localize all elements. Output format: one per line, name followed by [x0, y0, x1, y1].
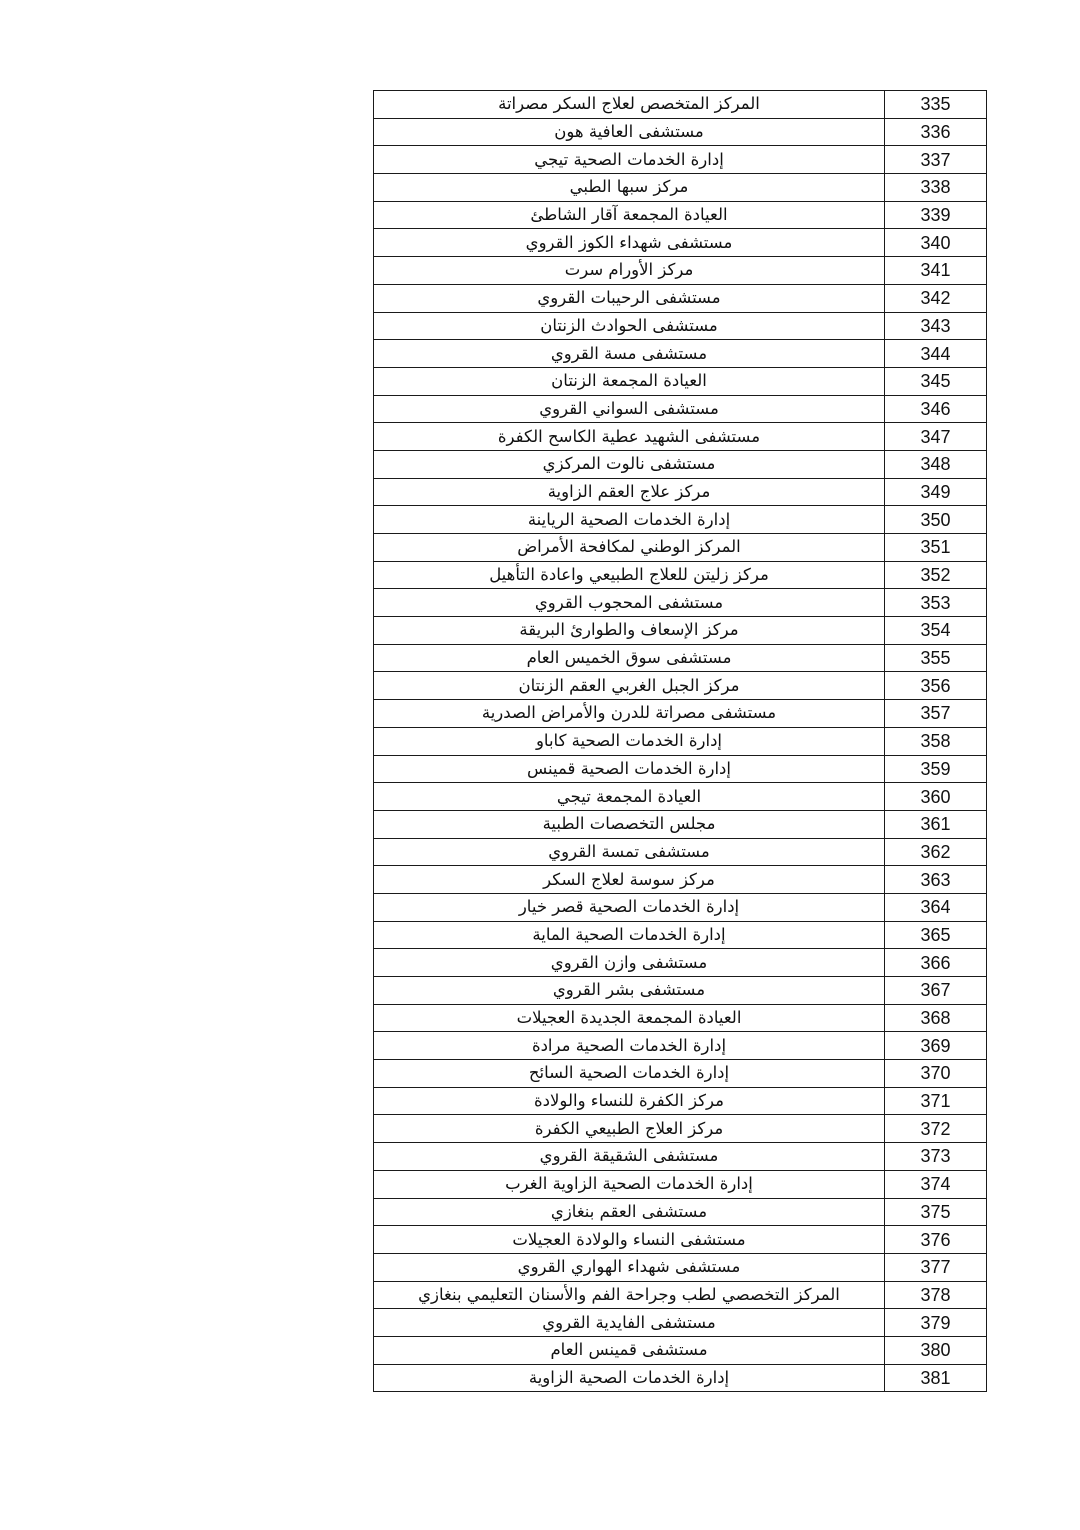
row-number-cell: 338 — [885, 174, 987, 202]
facility-name-cell: مستشفى شهداء الهواري القروي — [374, 1253, 885, 1281]
table-row — [374, 893, 987, 921]
row-number-cell: 345 — [885, 367, 987, 395]
table-row — [374, 1253, 987, 1281]
facilities-table-body — [374, 91, 987, 1392]
facility-name-cell: مستشفى العافية هون — [374, 118, 885, 146]
row-number-cell: 369 — [885, 1032, 987, 1060]
row-number-cell: 360 — [885, 783, 987, 811]
row-number-cell: 359 — [885, 755, 987, 783]
facility-name-cell: إدارة الخدمات الصحية الزاوية الغرب — [374, 1170, 885, 1198]
row-number-cell: 340 — [885, 229, 987, 257]
table-row — [374, 312, 987, 340]
facility-name-cell: مستشفى الرحيبات القروي — [374, 284, 885, 312]
table-row — [374, 1170, 987, 1198]
table-row — [374, 284, 987, 312]
row-number-cell: 353 — [885, 589, 987, 617]
facility-name-cell: مستشفى السواني القروي — [374, 395, 885, 423]
row-number-cell: 351 — [885, 534, 987, 562]
facility-name-cell: مركز العلاج الطبيعي الكفرة — [374, 1115, 885, 1143]
table-row — [374, 838, 987, 866]
facility-name-cell: إدارة الخدمات الصحية قصر خيار — [374, 893, 885, 921]
facility-name-cell: مركز الأورام سرت — [374, 257, 885, 285]
facility-name-cell: مجلس التخصصات الطبية — [374, 810, 885, 838]
facility-name-cell: مستشفى الشقيقة القروي — [374, 1143, 885, 1171]
table-row — [374, 1309, 987, 1337]
table-row — [374, 340, 987, 368]
facility-name-cell: العيادة المجمعة آقار الشاطئ — [374, 201, 885, 229]
facility-name-cell: مركز الكفرة للنساء والولادة — [374, 1087, 885, 1115]
table-row — [374, 1087, 987, 1115]
table-row — [374, 949, 987, 977]
row-number-cell: 337 — [885, 146, 987, 174]
row-number-cell: 344 — [885, 340, 987, 368]
table-row — [374, 921, 987, 949]
row-number-cell: 342 — [885, 284, 987, 312]
facility-name-cell: مركز زليتن للعلاج الطبيعي واعادة التأهيل — [374, 561, 885, 589]
row-number-cell: 368 — [885, 1004, 987, 1032]
table-row — [374, 174, 987, 202]
row-number-cell: 341 — [885, 257, 987, 285]
row-number-cell: 356 — [885, 672, 987, 700]
table-row — [374, 1336, 987, 1364]
facility-name-cell: مستشفى المحجوب القروي — [374, 589, 885, 617]
row-number-cell: 381 — [885, 1364, 987, 1392]
facility-name-cell: مستشفى وازن القروي — [374, 949, 885, 977]
facility-name-cell: مركز سبها الطبي — [374, 174, 885, 202]
row-number-cell: 374 — [885, 1170, 987, 1198]
row-number-cell: 376 — [885, 1226, 987, 1254]
facility-name-cell: المركز التخصصي لطب وجراحة الفم والأسنان التعليمي بنغازي — [374, 1281, 885, 1309]
row-number-cell: 378 — [885, 1281, 987, 1309]
facility-name-cell: مستشفى تمسة القروي — [374, 838, 885, 866]
facility-name-cell: إدارة الخدمات الصحية الزاوية — [374, 1364, 885, 1392]
row-number-cell: 358 — [885, 727, 987, 755]
row-number-cell: 354 — [885, 617, 987, 645]
facility-name-cell: مركز الجبل الغربي العقم الزنتان — [374, 672, 885, 700]
row-number-cell: 362 — [885, 838, 987, 866]
table-row — [374, 1364, 987, 1392]
facility-name-cell: مستشفى شهداء الكوز القروي — [374, 229, 885, 257]
table-row — [374, 810, 987, 838]
row-number-cell: 361 — [885, 810, 987, 838]
facility-name-cell: إدارة الخدمات الصحية السائح — [374, 1060, 885, 1088]
table-row — [374, 146, 987, 174]
facility-name-cell: مستشفى الفايدية القروي — [374, 1309, 885, 1337]
table-row — [374, 91, 987, 119]
row-number-cell: 370 — [885, 1060, 987, 1088]
table-row — [374, 1226, 987, 1254]
facility-name-cell: مستشفى الشهيد عطية الكاسح الكفرة — [374, 423, 885, 451]
facility-name-cell: مركز علاج العقم الزاوية — [374, 478, 885, 506]
table-row — [374, 672, 987, 700]
facility-name-cell: مستشفى سوق الخميس العام — [374, 644, 885, 672]
table-row — [374, 423, 987, 451]
row-number-cell: 355 — [885, 644, 987, 672]
row-number-cell: 367 — [885, 977, 987, 1005]
table-row — [374, 395, 987, 423]
table-row — [374, 977, 987, 1005]
facility-name-cell: العيادة المجمعة تيجي — [374, 783, 885, 811]
table-row — [374, 1143, 987, 1171]
table-row — [374, 1060, 987, 1088]
facility-name-cell: إدارة الخدمات الصحية الماية — [374, 921, 885, 949]
facility-name-cell: مستشفى مصراتة للدرن والأمراض الصدرية — [374, 700, 885, 728]
table-row — [374, 1032, 987, 1060]
table-row — [374, 506, 987, 534]
table-row — [374, 589, 987, 617]
row-number-cell: 365 — [885, 921, 987, 949]
facility-name-cell: مستشفى بشر القروي — [374, 977, 885, 1005]
row-number-cell: 357 — [885, 700, 987, 728]
row-number-cell: 350 — [885, 506, 987, 534]
facility-name-cell: العيادة المجمعة الزنتان — [374, 367, 885, 395]
table-row — [374, 1198, 987, 1226]
row-number-cell: 371 — [885, 1087, 987, 1115]
facility-name-cell: إدارة الخدمات الصحية كاباو — [374, 727, 885, 755]
row-number-cell: 343 — [885, 312, 987, 340]
table-row — [374, 450, 987, 478]
row-number-cell: 336 — [885, 118, 987, 146]
row-number-cell: 339 — [885, 201, 987, 229]
table-row — [374, 1115, 987, 1143]
facility-name-cell: إدارة الخدمات الصحية مرادة — [374, 1032, 885, 1060]
table-row — [374, 700, 987, 728]
row-number-cell: 377 — [885, 1253, 987, 1281]
table-row — [374, 534, 987, 562]
table-row — [374, 561, 987, 589]
table-row — [374, 866, 987, 894]
facility-name-cell: العيادة المجمعة الجديدة العجيلات — [374, 1004, 885, 1032]
facility-name-cell: مستشفى نالوت المركزي — [374, 450, 885, 478]
facility-name-cell: مستشفى النساء والولادة العجيلات — [374, 1226, 885, 1254]
row-number-cell: 372 — [885, 1115, 987, 1143]
table-row — [374, 644, 987, 672]
row-number-cell: 363 — [885, 866, 987, 894]
row-number-cell: 380 — [885, 1336, 987, 1364]
row-number-cell: 375 — [885, 1198, 987, 1226]
table-row — [374, 617, 987, 645]
facility-name-cell: مستشفى قمينس العام — [374, 1336, 885, 1364]
table-row — [374, 367, 987, 395]
row-number-cell: 348 — [885, 450, 987, 478]
row-number-cell: 379 — [885, 1309, 987, 1337]
row-number-cell: 366 — [885, 949, 987, 977]
facility-name-cell: المركز المتخصص لعلاج السكر مصراتة — [374, 91, 885, 119]
table-row — [374, 783, 987, 811]
facilities-table — [373, 90, 987, 1392]
row-number-cell: 373 — [885, 1143, 987, 1171]
table-row — [374, 1004, 987, 1032]
row-number-cell: 347 — [885, 423, 987, 451]
facility-name-cell: مستشفى مسة القروي — [374, 340, 885, 368]
table-row — [374, 1281, 987, 1309]
facility-name-cell: مركز الإسعاف والطوارئ البريقة — [374, 617, 885, 645]
facility-name-cell: مستشفى العقم بنغازي — [374, 1198, 885, 1226]
row-number-cell: 364 — [885, 893, 987, 921]
table-row — [374, 727, 987, 755]
row-number-cell: 346 — [885, 395, 987, 423]
table-row — [374, 755, 987, 783]
table-row — [374, 229, 987, 257]
table-row — [374, 118, 987, 146]
table-row — [374, 201, 987, 229]
row-number-cell: 335 — [885, 91, 987, 119]
facility-name-cell: المركز الوطني لمكافحة الأمراض — [374, 534, 885, 562]
row-number-cell: 352 — [885, 561, 987, 589]
facility-name-cell: إدارة الخدمات الصحية قمينس — [374, 755, 885, 783]
table-row — [374, 257, 987, 285]
facility-name-cell: إدارة الخدمات الصحية الرياينة — [374, 506, 885, 534]
row-number-cell: 349 — [885, 478, 987, 506]
facility-name-cell: إدارة الخدمات الصحية تيجي — [374, 146, 885, 174]
facility-name-cell: مستشفى الحوادث الزنتان — [374, 312, 885, 340]
table-row — [374, 478, 987, 506]
facility-name-cell: مركز سوسة لعلاج السكر — [374, 866, 885, 894]
